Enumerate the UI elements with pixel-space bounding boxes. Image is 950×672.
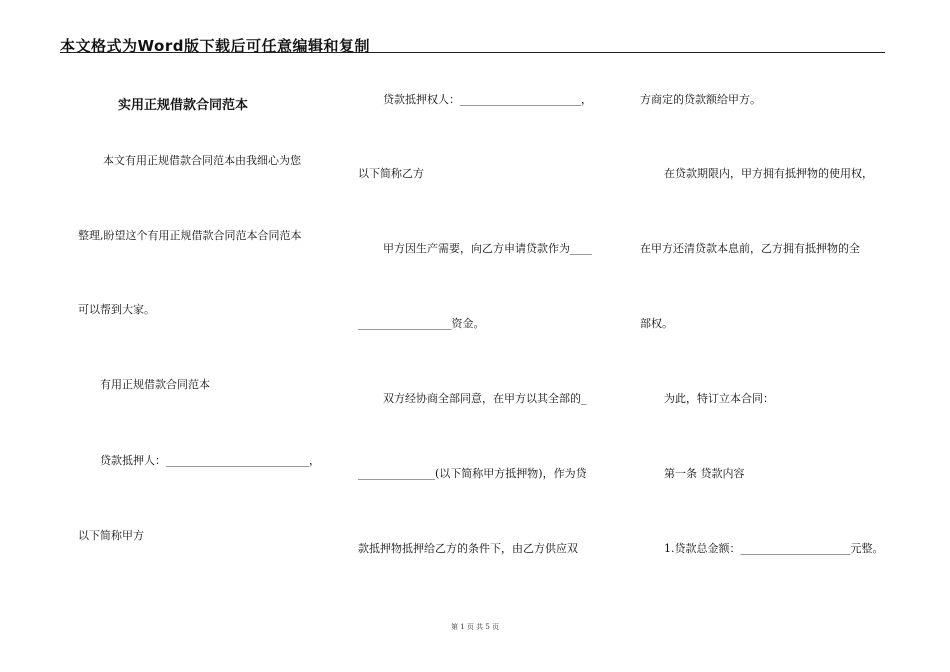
col3-line-4: 部权。	[640, 317, 673, 330]
col2-line-1: 贷款抵押权人：______________________，	[383, 93, 592, 106]
header-divider	[60, 52, 885, 53]
page-number: 第 1 页 共 5 页	[450, 623, 500, 631]
col3-line-5: 为此，特订立本合同：	[664, 392, 774, 405]
col2-line-7: 款抵押物抵押给乙方的条件下，由乙方供应双	[358, 542, 578, 555]
col2-line-3: 甲方因生产需要，向乙方申请贷款作为____	[383, 242, 592, 255]
col2-line-6: ______________(以下简称甲方抵押物)，作为贷	[358, 467, 587, 480]
col3-line-7: 1.贷款总金额：____________________元整。	[664, 542, 884, 555]
col3-line-3: 在甲方还清贷款本息前，乙方拥有抵押物的全	[640, 242, 860, 255]
col1-line-4: 有用正规借款合同范本	[100, 378, 210, 391]
col1-line-6: 以下简称甲方	[78, 529, 144, 542]
col3-line-6: 第一条 贷款内容	[664, 467, 745, 480]
document-title: 实用正规借款合同范本	[118, 98, 249, 113]
col1-line-3: 可以帮到大家。	[78, 303, 155, 316]
col3-line-2: 在贷款期限内，甲方拥有抵押物的使用权，	[664, 167, 873, 180]
col1-line-5: 贷款抵押人：__________________________，	[100, 454, 320, 467]
col2-line-4: _________________资金。	[358, 317, 485, 330]
col1-line-2: 整理,盼望这个有用正规借款合同范本合同范本	[78, 229, 302, 242]
col3-line-1: 方商定的贷款额给甲方。	[640, 93, 761, 106]
col1-line-1: 本文有用正规借款合同范本由我细心为您	[103, 154, 301, 167]
col2-line-5: 双方经协商全部同意，在甲方以其全部的_	[383, 392, 587, 405]
header-title: 本文格式为Word版下载后可任意编辑和复制	[60, 37, 370, 55]
col2-line-2: 以下简称乙方	[358, 167, 424, 180]
